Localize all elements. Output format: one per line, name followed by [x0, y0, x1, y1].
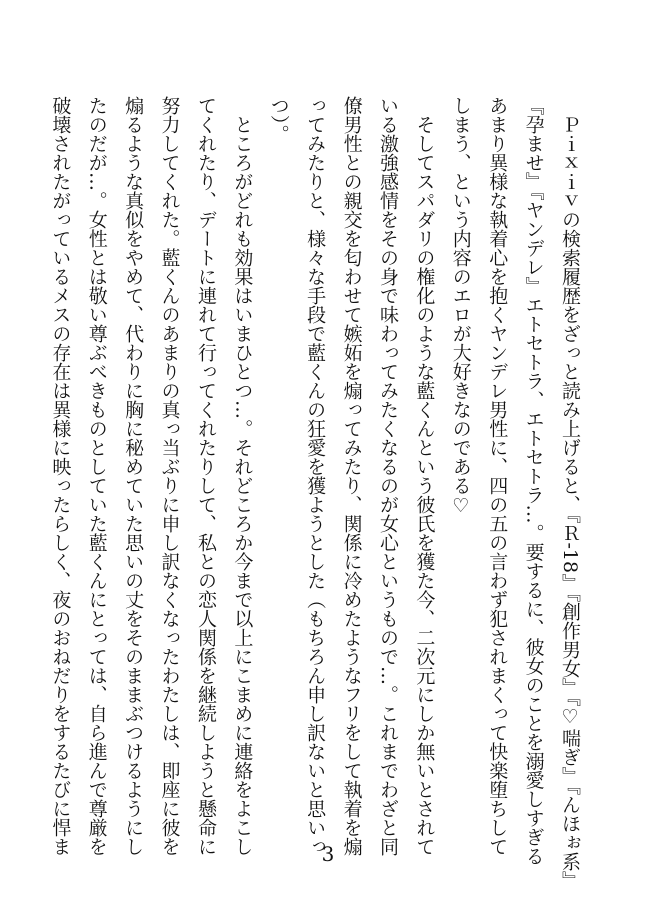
text-line: 煽るような真似をやめて、代わりに胸に秘めていた思いの丈をそのままぶつけるようにし: [122, 96, 145, 856]
text-line: つ）。: [267, 96, 290, 144]
text-line: 破壊されたがっているメスの存在は異様に映ったらしく、夜のおねだりをするたびに悍ま: [49, 96, 72, 856]
vertical-text-body: [49, 96, 588, 890]
text-line: 『孕ませ』『ヤンデレ』エトセトラ、エトセトラ…。要するに、彼女のことを溺愛しすぎる: [522, 96, 545, 866]
text-line: Ｐｉｘｉｖの検索履歴をざっと読み上げると、『Ｒ-18』『創作男女』『♡喘ぎ』『んほぉ系』: [559, 96, 581, 890]
text-line: ってみたりと、様々な手段で藍くんの狂愛を獲ようとした（もちろん申し訳ないと思いっ: [304, 96, 327, 856]
text-line: てくれたり、デートに連れて行ってくれたりして、私との恋人関係を継続しようと懸命に: [194, 96, 217, 856]
text-line: ところがどれも効果はいまひとつ…。それどころか今まで以上にこまめに連絡をよこし: [231, 96, 254, 856]
page-number: 3: [321, 842, 335, 866]
text-line: いる激強感情をその身で味わってみたくなるのが女心というもので…。これまでわざと同: [376, 96, 399, 856]
text-line: あまり異様な執着心を抱くヤンデレ男性に、四の五の言わず犯されまくって快楽堕ちして: [486, 96, 509, 856]
text-line: しまう、という内容のエロが大好きなのである♡: [449, 96, 472, 517]
text-line: 僚男性との親交を匂わせて嫉妬を煽ってみたり、関係に冷めたようなフリをして執着を煽: [340, 96, 363, 856]
text-line: 努力してくれた。藍くんのあまりの真っ当ぶりに申し訳なくなったわたしは、即座に彼を: [158, 96, 181, 856]
text-line: たのだが…。女性とは敬い尊ぶべきものとしていた藍くんにとっては、自ら進んで尊厳を: [85, 96, 108, 856]
text-line: そしてスパダリの権化のような藍くんという彼氏を獲た今、二次元にしか無いとされて: [413, 96, 436, 856]
